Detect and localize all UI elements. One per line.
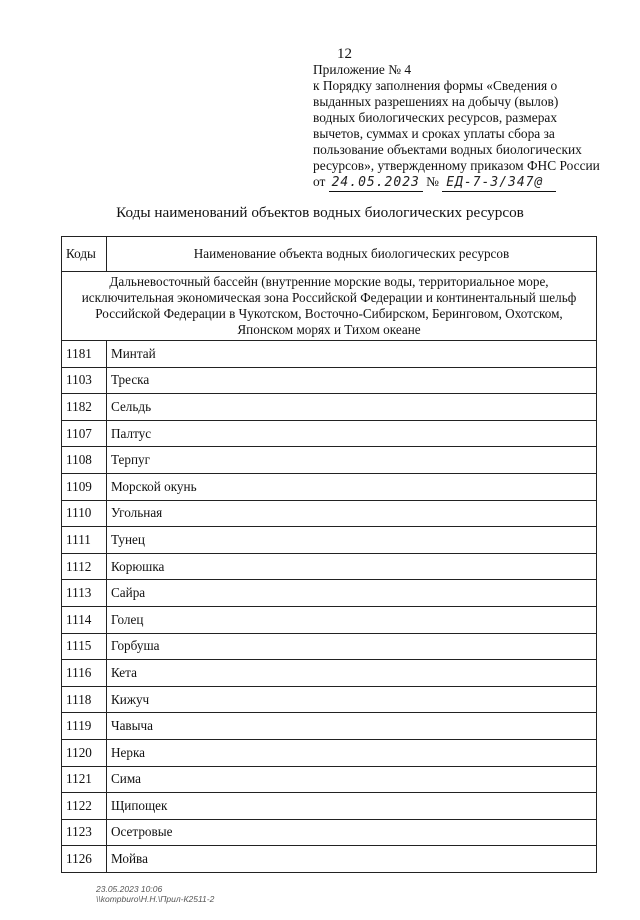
row-code: 1119 [62, 713, 107, 740]
row-name: Голец [107, 606, 597, 633]
row-code: 1121 [62, 766, 107, 793]
footer-timestamp: 23.05.2023 10:06 [96, 884, 163, 894]
region-description: Дальневосточный бассейн (внутренние морские воды, территориальное море, исключительная экономическая зона Российской Федерации и континентальный шельф Российской Федерации в Чукотском, Восточно-Сибирском, Беринговом, Охотском, Японском морях и Тихом океане [62, 272, 597, 341]
appendix-block [313, 62, 603, 192]
row-name: Треска [107, 367, 597, 394]
region-row [62, 272, 597, 341]
sign-line [313, 174, 603, 192]
table-row [62, 527, 597, 554]
row-code: 1103 [62, 367, 107, 394]
row-code: 1110 [62, 500, 107, 527]
row-name: Сельдь [107, 394, 597, 421]
table-row [62, 420, 597, 447]
row-name: Кета [107, 660, 597, 687]
table-row [62, 686, 597, 713]
table-row [62, 553, 597, 580]
appendix-line: Приложение № 4 [313, 62, 412, 77]
row-code: 1182 [62, 394, 107, 421]
row-code: 1114 [62, 606, 107, 633]
table-row [62, 766, 597, 793]
row-code: 1107 [62, 420, 107, 447]
file-footer [96, 884, 214, 904]
table-row [62, 473, 597, 500]
row-code: 1112 [62, 553, 107, 580]
page-number: 12 [337, 46, 352, 62]
row-code: 1126 [62, 846, 107, 873]
table-row [62, 660, 597, 687]
table-row [62, 739, 597, 766]
row-name: Нерка [107, 739, 597, 766]
row-name: Горбуша [107, 633, 597, 660]
row-name: Кижуч [107, 686, 597, 713]
table-header-row [62, 237, 597, 272]
table-row [62, 819, 597, 846]
row-name: Осетровые [107, 819, 597, 846]
column-header-code: Коды [62, 237, 107, 272]
row-name: Угольная [107, 500, 597, 527]
table-row [62, 793, 597, 820]
row-code: 1181 [62, 341, 107, 368]
table-row [62, 341, 597, 368]
table-row [62, 394, 597, 421]
table-row [62, 500, 597, 527]
row-code: 1109 [62, 473, 107, 500]
row-name: Минтай [107, 341, 597, 368]
row-name: Сима [107, 766, 597, 793]
column-header-name: Наименование объекта водных биологических ресурсов [107, 237, 597, 272]
appendix-line: вычетов, суммах и сроках уплаты сбора за [313, 126, 555, 141]
table-row [62, 606, 597, 633]
document-title: Коды наименований объектов водных биологических ресурсов [116, 204, 524, 221]
table-row [62, 447, 597, 474]
row-name: Терпуг [107, 447, 597, 474]
from-label: от [313, 174, 326, 189]
table-row [62, 713, 597, 740]
codes-table [61, 236, 597, 873]
row-name: Морской окунь [107, 473, 597, 500]
row-code: 1115 [62, 633, 107, 660]
handwritten-order-number: ЕД-7-3/347@ [442, 175, 556, 192]
row-name: Чавыча [107, 713, 597, 740]
row-code: 1111 [62, 527, 107, 554]
appendix-line: водных биологических ресурсов, размерах [313, 110, 558, 125]
row-code: 1120 [62, 739, 107, 766]
row-code: 1123 [62, 819, 107, 846]
row-code: 1122 [62, 793, 107, 820]
table-row [62, 633, 597, 660]
row-code: 1108 [62, 447, 107, 474]
appendix-line: пользование объектами водных биологических [313, 142, 582, 157]
row-name: Щипощек [107, 793, 597, 820]
table-row [62, 580, 597, 607]
handwritten-date: 24.05.2023 [329, 175, 423, 192]
footer-file-path: \\kompburo\Н.Н.\Прил-К2511-2 [96, 894, 215, 904]
number-label: № [426, 174, 439, 189]
row-name: Палтус [107, 420, 597, 447]
row-code: 1116 [62, 660, 107, 687]
row-name: Мойва [107, 846, 597, 873]
row-code: 1118 [62, 686, 107, 713]
appendix-line: к Порядку заполнения формы «Сведения о [313, 78, 558, 93]
table-row [62, 846, 597, 873]
appendix-line: выданных разрешениях на добычу (вылов) [313, 94, 559, 109]
row-name: Корюшка [107, 553, 597, 580]
row-name: Тунец [107, 527, 597, 554]
table-row [62, 367, 597, 394]
row-name: Сайра [107, 580, 597, 607]
appendix-line: ресурсов», утвержденному приказом ФНС России [313, 158, 600, 173]
row-code: 1113 [62, 580, 107, 607]
